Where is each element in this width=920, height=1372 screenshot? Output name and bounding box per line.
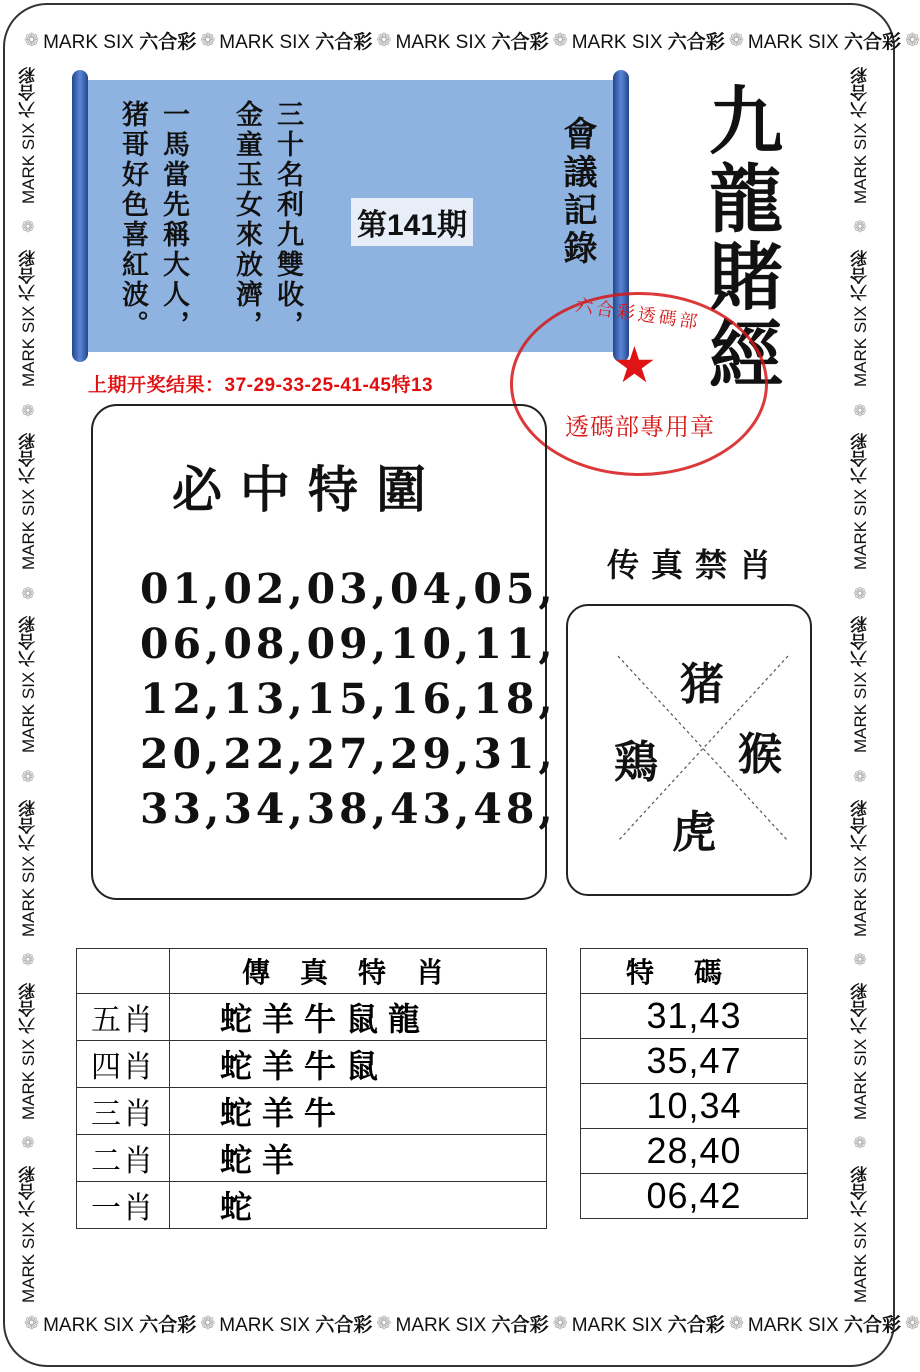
watermark-brand: MARK SIX 六合彩 — [18, 66, 38, 204]
number-line: 12,13,15,16,18, — [140, 675, 557, 723]
row-value: 蛇羊牛 — [170, 1088, 547, 1135]
scroll-rod-left — [72, 70, 88, 362]
stamp-bottom-text: 透碼部專用章 — [565, 413, 715, 441]
row-label: 一肖 — [77, 1182, 170, 1229]
star-icon: ★ — [612, 336, 657, 394]
table-row — [77, 1135, 547, 1182]
flower-icon: ❁ — [905, 29, 920, 50]
flower-icon: ❁ — [21, 950, 35, 970]
watermark-brand: MARK SIX 六合彩 — [219, 31, 373, 53]
poem-scroll — [83, 80, 623, 352]
table-header-blank — [77, 949, 170, 994]
flower-icon: ❁ — [376, 1312, 392, 1333]
flower-icon: ❁ — [21, 217, 35, 237]
flower-icon: ❁ — [21, 767, 35, 786]
poem-line: 猪哥好色喜紅波。 — [117, 100, 148, 340]
table-row — [77, 1088, 547, 1135]
stamp-top-text: 六合彩透碼部 — [573, 295, 702, 334]
watermark-brand: MARK SIX 六合彩 — [747, 1314, 902, 1336]
table-header-row — [77, 949, 547, 994]
watermark-brand: MARK SIX 六合彩 — [43, 31, 197, 53]
watermark-brand: MARK SIX 六合彩 — [571, 1314, 725, 1336]
watermark-brand: MARK SIX 六合彩 — [18, 1166, 38, 1303]
code-value: 28,40 — [581, 1129, 808, 1174]
table-header: 傳真特肖 — [170, 949, 547, 994]
flower-icon: ❁ — [552, 29, 568, 50]
poem-left-group — [119, 100, 187, 340]
zodiac-top: 猪 — [680, 659, 724, 710]
watermark-brand: MARK SIX 六合彩 — [18, 250, 38, 387]
row-value: 蛇羊牛鼠龍 — [170, 994, 547, 1041]
watermark-brand: MARK SIX 六合彩 — [43, 1314, 197, 1336]
table-row — [77, 994, 547, 1041]
flower-icon: ❁ — [24, 1312, 40, 1333]
flower-icon: ❁ — [853, 1133, 867, 1153]
watermark-brand: MARK SIX 六合彩 — [18, 616, 38, 754]
number-line: 33,34,38,43,48, — [140, 785, 557, 833]
meeting-record-label: 會議記錄 — [557, 116, 597, 268]
table-header-row — [581, 949, 808, 994]
flower-icon: ❁ — [200, 1312, 216, 1333]
watermark-brand: MARK SIX 六合彩 — [747, 31, 902, 53]
table-row — [77, 1041, 547, 1088]
code-value: 10,34 — [581, 1084, 808, 1129]
flower-icon: ❁ — [21, 400, 35, 420]
watermark-brand: MARK SIX 六合彩 — [850, 433, 870, 571]
flower-icon: ❁ — [905, 1312, 920, 1333]
watermark-brand: MARK SIX 六合彩 — [571, 31, 725, 53]
flower-icon: ❁ — [853, 583, 867, 603]
watermark-top — [20, 22, 920, 58]
poem-line: 金童玉女來放濟， — [231, 100, 262, 340]
watermark-brand: MARK SIX 六合彩 — [18, 433, 38, 571]
row-value: 蛇羊 — [170, 1135, 547, 1182]
table-row — [581, 994, 808, 1039]
code-value: 35,47 — [581, 1039, 808, 1084]
table-row — [581, 1084, 808, 1129]
issue-number: 第141期 — [351, 198, 473, 246]
number-line: 01,02,03,04,05, — [140, 565, 557, 613]
flower-icon: ❁ — [728, 1312, 744, 1333]
last-draw-result: 上期开奖结果：37-29-33-25-41-45特13 — [88, 375, 434, 396]
flower-icon: ❁ — [552, 1312, 568, 1333]
row-value: 蛇 — [170, 1182, 547, 1229]
flower-icon: ❁ — [728, 29, 744, 50]
special-circle-title: 必中特圍 — [172, 460, 444, 519]
row-label: 五肖 — [77, 994, 170, 1041]
flower-icon: ❁ — [853, 950, 867, 970]
fax-zodiac-table — [76, 948, 547, 1229]
watermark-bottom — [20, 1305, 920, 1341]
flower-icon: ❁ — [21, 1133, 35, 1153]
zodiac-bottom: 虎 — [672, 807, 716, 858]
zodiac-left: 鶏 — [614, 737, 658, 788]
watermark-brand: MARK SIX 六合彩 — [18, 799, 38, 937]
row-label: 三肖 — [77, 1088, 170, 1135]
flower-icon: ❁ — [853, 767, 867, 786]
zodiac-right: 猴 — [738, 729, 782, 780]
table-row — [581, 1039, 808, 1084]
code-value: 31,43 — [581, 994, 808, 1039]
table-row — [77, 1182, 547, 1229]
flower-icon: ❁ — [21, 583, 35, 603]
poem-right-group — [233, 100, 301, 340]
table-row — [581, 1129, 808, 1174]
watermark-brand: MARK SIX 六合彩 — [395, 1314, 549, 1336]
special-code-table — [580, 948, 808, 1219]
flower-icon: ❁ — [376, 29, 392, 50]
page-title: 九龍賭經 — [697, 82, 783, 394]
watermark-brand: MARK SIX 六合彩 — [18, 982, 38, 1120]
watermark-brand: MARK SIX 六合彩 — [395, 31, 549, 53]
flower-icon: ❁ — [853, 400, 867, 420]
watermark-brand: MARK SIX 六合彩 — [850, 616, 870, 754]
watermark-right — [842, 60, 878, 1310]
table-header: 特碼 — [581, 949, 808, 994]
forbidden-zodiac-box — [566, 604, 812, 896]
watermark-brand: MARK SIX 六合彩 — [850, 982, 870, 1120]
row-value: 蛇羊牛鼠 — [170, 1041, 547, 1088]
row-label: 二肖 — [77, 1135, 170, 1182]
watermark-brand: MARK SIX 六合彩 — [850, 1166, 870, 1303]
watermark-left — [10, 60, 46, 1310]
flower-icon: ❁ — [200, 29, 216, 50]
row-label: 四肖 — [77, 1041, 170, 1088]
watermark-brand: MARK SIX 六合彩 — [850, 66, 870, 204]
code-value: 06,42 — [581, 1174, 808, 1219]
table-row — [581, 1174, 808, 1219]
special-circle-numbers — [140, 562, 557, 837]
watermark-brand: MARK SIX 六合彩 — [850, 250, 870, 387]
flower-icon: ❁ — [24, 29, 40, 50]
number-line: 06,08,09,10,11, — [140, 620, 557, 668]
poem-line: 一馬當先稱大人， — [158, 100, 189, 340]
fax-forbidden-title: 传真禁肖 — [607, 546, 784, 584]
watermark-brand: MARK SIX 六合彩 — [219, 1314, 373, 1336]
watermark-brand: MARK SIX 六合彩 — [850, 799, 870, 937]
number-line: 20,22,27,29,31, — [140, 730, 557, 778]
poem-line: 三十名利九雙收， — [272, 100, 303, 340]
flower-icon: ❁ — [853, 217, 867, 237]
